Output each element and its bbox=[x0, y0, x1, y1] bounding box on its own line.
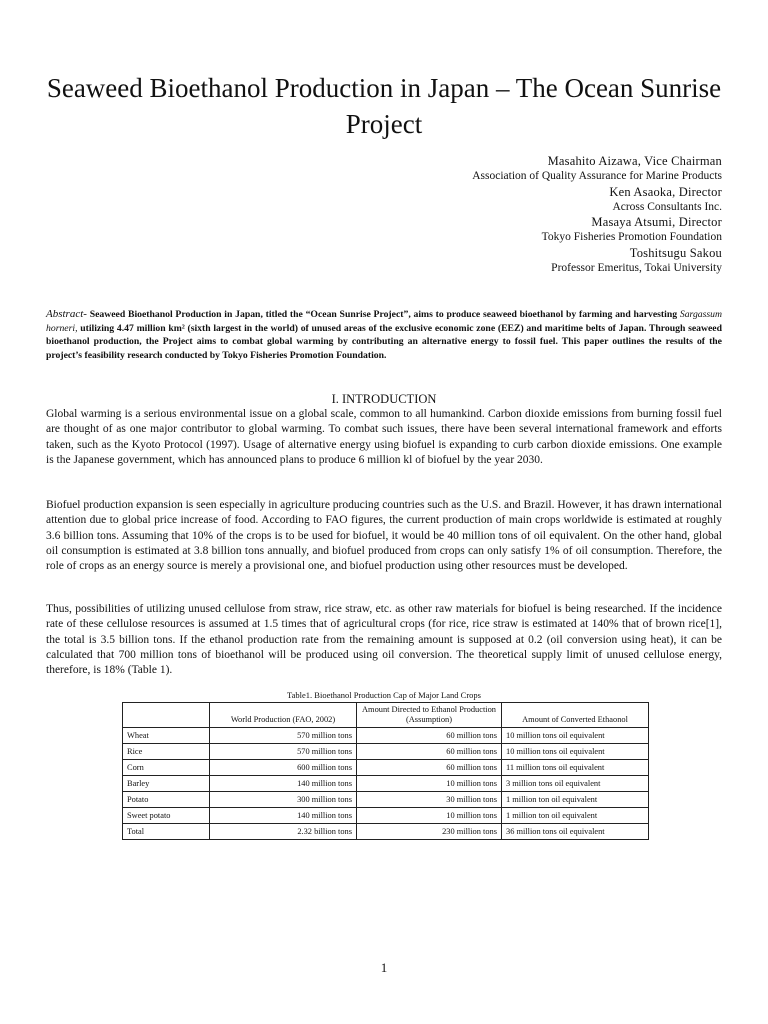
paragraph: Global warming is a serious environmental issue on a global scale, common to all humankind. Carbon dioxide emissions from burning fossil fuel are thought of as one major contributor to global warming. To combat such issues, there have been several international framework and efforts taken, such as the Kyoto Protocol (1997). Usage of alternative energy using biofuel is expanding to curb carbon dioxide emissions. One example is the Japanese government, which has announced plans to produce 6 million kl of biofuel by the year 2030. bbox=[46, 408, 722, 466]
table-cell: 140 million tons bbox=[210, 776, 357, 792]
author-name: Toshitsugu Sakou bbox=[629, 245, 722, 260]
table-cell: 600 million tons bbox=[210, 760, 357, 776]
abstract bbox=[46, 308, 722, 362]
table-cell: 2.32 billion tons bbox=[210, 824, 357, 840]
table-header-cell: Amount of Converted Ethaonol bbox=[502, 703, 649, 728]
table-header-row bbox=[123, 703, 649, 728]
table-cell: 60 million tons bbox=[357, 728, 502, 744]
table-header-cell bbox=[123, 703, 210, 728]
table-cell: Corn bbox=[123, 760, 210, 776]
table-cell: 140 million tons bbox=[210, 808, 357, 824]
author-affiliation: Association of Quality Assurance for Marine Products bbox=[472, 170, 722, 183]
table-cell: Total bbox=[123, 824, 210, 840]
table-cell: Rice bbox=[123, 744, 210, 760]
section-heading: I. INTRODUCTION bbox=[331, 392, 437, 406]
table-cell: 10 million tons oil equivalent bbox=[502, 728, 649, 744]
table-header-cell: World Production (FAO, 2002) bbox=[210, 703, 357, 728]
table-cell: 10 million tons bbox=[357, 776, 502, 792]
table-caption: Table1. Bioethanol Production Cap of Major Land Crops bbox=[287, 690, 481, 700]
table-row bbox=[123, 808, 649, 824]
abstract-text: Seaweed Bioethanol Production in Japan, titled the “Ocean Sunrise Project”, aims to produce seaweed bioethanol by farming and harvesting bbox=[89, 309, 678, 320]
author-affiliation: Across Consultants Inc. bbox=[612, 200, 722, 213]
table-cell: 570 million tons bbox=[210, 744, 357, 760]
table-cell: 10 million tons oil equivalent bbox=[502, 744, 649, 760]
author-name: Masahito Aizawa, Vice Chairman bbox=[547, 154, 722, 168]
table-row bbox=[123, 776, 649, 792]
abstract-text: utilizing 4.47 million km² (sixth largest in the world) of unused areas of the exclusive economic zone (EEZ) and maritime belts of Japan. Through seaweed bioethanol production, the Project aims to combat global warming by contributing an alternative energy to fossil fuel. This paper outlines the results of the project’s feasibility research conducted by Tokyo Fisheries Promotion Foundation. bbox=[46, 322, 722, 361]
table-cell: Sweet potato bbox=[123, 808, 210, 824]
table-header-cell: Amount Directed to Ethanol Production (Assumption) bbox=[357, 703, 502, 728]
table-cell: 300 million tons bbox=[210, 792, 357, 808]
table-cell: 230 million tons bbox=[357, 824, 502, 840]
paper-title: Seaweed Bioethanol Production in Japan – The Ocean Sunrise Project bbox=[46, 73, 722, 139]
abstract-label: Abstract- bbox=[46, 308, 87, 320]
table-row bbox=[123, 760, 649, 776]
table-cell: 1 million ton oil equivalent bbox=[502, 792, 649, 808]
table-cell: 3 million tons oil equivalent bbox=[502, 776, 649, 792]
page-number: 1 bbox=[380, 960, 388, 975]
table-row bbox=[123, 824, 649, 840]
table-cell: 10 million tons bbox=[357, 808, 502, 824]
author-affiliation: Tokyo Fisheries Promotion Foundation bbox=[541, 231, 722, 244]
table-cell: 60 million tons bbox=[357, 744, 502, 760]
table-cell: 11 million tons oil equivalent bbox=[502, 760, 649, 776]
table-cell: 36 million tons oil equivalent bbox=[502, 824, 649, 840]
table-cell: Barley bbox=[123, 776, 210, 792]
table-cell: 60 million tons bbox=[357, 760, 502, 776]
paragraph: Biofuel production expansion is seen especially in agriculture producing countries such as the U.S. and Brazil. However, it has drawn international attention due to global price increase of food. According to FAO figures, the current production of main crops worldwide is estimated at roughly 3.6 billion tons. Assuming that 10% of the crops is to be used for biofuel, it would be 40 million tons of oil equivalent. On the other hand, global oil consumption is estimated at 3.8 billion tons annually, and biofuel produced from crops can only satisfy 1% of oil consumption. Therefore, the role of crops as an energy source is merely a provisional one, and biofuel production using other resources must be developed. bbox=[46, 499, 722, 573]
table-row bbox=[123, 744, 649, 760]
author-name: Masaya Atsumi, Director bbox=[591, 215, 722, 230]
table-row bbox=[123, 792, 649, 808]
species-name: Sargassum horneri, bbox=[46, 309, 723, 334]
author-block bbox=[302, 154, 722, 276]
table-row bbox=[123, 728, 649, 744]
table-cell: Wheat bbox=[123, 728, 210, 744]
table-cell: 30 million tons bbox=[357, 792, 502, 808]
table-cell: 570 million tons bbox=[210, 728, 357, 744]
crop-table bbox=[122, 702, 649, 840]
paragraph: Thus, possibilities of utilizing unused cellulose from straw, rice straw, etc. as other raw materials for biofuel is being researched. If the incidence rate of these cellulose resources is assumed at 1.5 times that of agricultural crops (for rice, rice straw is estimated at 140% that of brown rice[1], the total is 3.5 billion tons. If the ethanol production rate from the remaining amount is supposed at 0.2 (oil conversion using heat), it can be calculated that 700 million tons of bioethanol will be produced using oil conversion. The theoretical supply limit of unused cellulose energy, therefore, is 18% (Table 1). bbox=[46, 603, 722, 677]
table-cell: 1 million ton oil equivalent bbox=[502, 808, 649, 824]
author-affiliation: Professor Emeritus, Tokai University bbox=[551, 262, 722, 275]
table-cell: Potato bbox=[123, 792, 210, 808]
author-name: Ken Asaoka, Director bbox=[609, 184, 722, 199]
